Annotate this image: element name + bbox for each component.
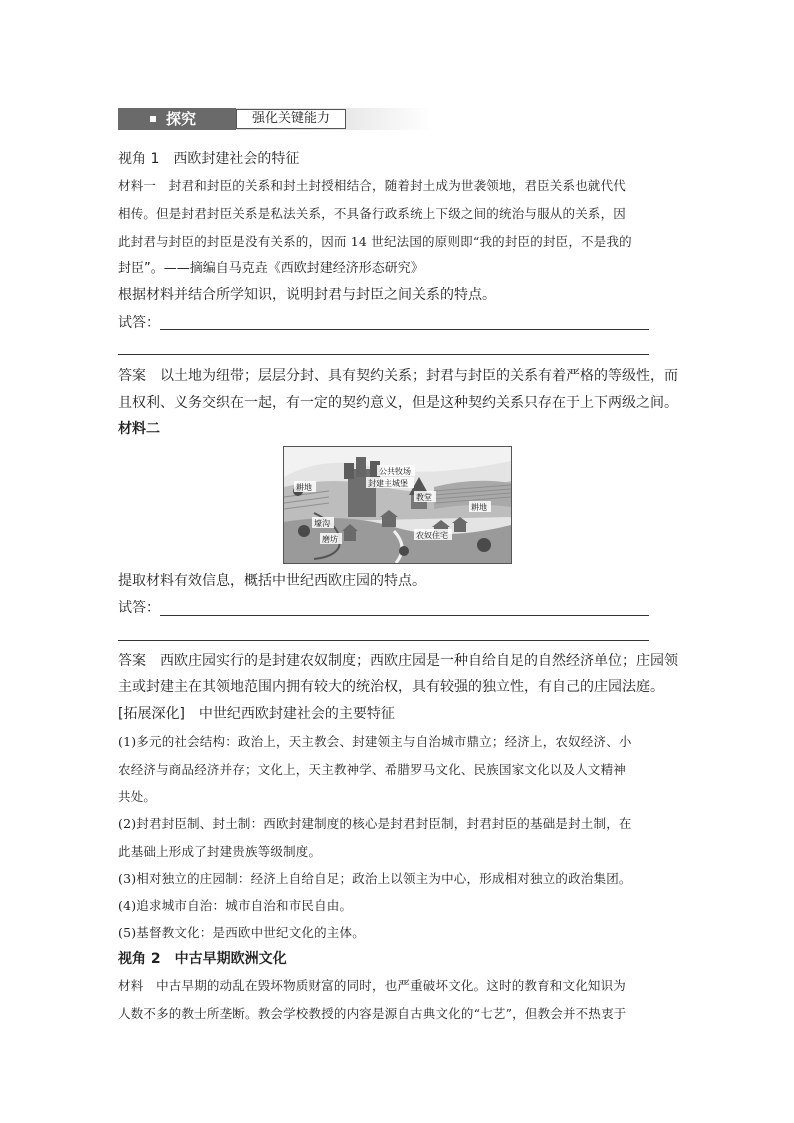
extension-item: 此基础上形成了封建贵族等级制度。: [118, 844, 322, 859]
question1: 根据材料并结合所学知识，说明封君与封臣之间关系的特点。: [118, 287, 496, 303]
answer-blank-line[interactable]: [160, 615, 649, 616]
label-farmland-right: 耕地: [471, 503, 487, 512]
extension-item: 共处。: [118, 789, 157, 804]
material1-line: 此封君与封臣的封臣是没有关系的，因而 14 世纪法国的原则即“我的封臣的封臣，不是我的: [118, 234, 632, 249]
banner-title: 强化关键能力: [236, 109, 346, 129]
answer1-line: 且权利、义务交织在一起，有一定的契约意义，但是这种契约关系只存在于上下两级之间。: [118, 395, 678, 411]
material1-line: 相传。但是封君封臣关系是私法关系，不具备行政系统上下级之间的统治与服从的关系，因: [118, 206, 627, 221]
question2: 提取材料有效信息，概括中世纪西欧庄园的特点。: [118, 573, 426, 589]
label-church: 教堂: [416, 493, 432, 502]
try-answer-label: 试答：: [118, 600, 160, 616]
material1-line: 材料一 封君和封臣的关系和封土封授相结合，随着封土成为世袭领地，君臣关系也就代代: [118, 178, 627, 193]
perspective1-heading: 视角 1 西欧封建社会的特征: [118, 151, 300, 167]
answer1-line: 答案 以土地为纽带；层层分封、具有契约关系；封君与封臣的关系有着严格的等级性，而: [118, 368, 678, 384]
banner-tag-text: 探究: [166, 110, 197, 128]
answer2-line: 主或封建主在其领地范围内拥有较大的统治权，具有较强的独立性，有自己的庄园法庭。: [118, 679, 664, 695]
extension-item: (2)封君封臣制、封土制：西欧封建制度的核心是封君封臣制，封君封臣的基础是封土制，在: [118, 816, 632, 831]
extension-item: (4)追求城市自治：城市自治和市民自由。: [118, 898, 353, 913]
extension-item: 农经济与商品经济并存；文化上，天主教神学、希腊罗马文化、民族国家文化以及人文精神: [118, 762, 627, 777]
try-answer-label: 试答：: [118, 315, 160, 331]
answer-blank-line[interactable]: [118, 354, 649, 355]
square-bullet-icon: [150, 116, 156, 122]
material1-line: 封臣”。——摘编自马克垚《西欧封建经济形态研究》: [118, 261, 424, 276]
label-ditch: 壕沟: [314, 519, 330, 528]
answer-blank-line[interactable]: [118, 640, 649, 641]
banner-tag: [118, 108, 236, 130]
label-serf-housing: 农奴住宅: [416, 531, 448, 540]
label-castle: 封建主城堡: [368, 479, 408, 488]
perspective2-material-line: 材料 中古早期的动乱在毁坏物质财富的同时，也严重破坏文化。这时的教育和文化知识为: [118, 978, 627, 993]
answer-blank-line[interactable]: [160, 329, 649, 330]
manor-illustration: [283, 446, 512, 564]
label-mill: 磨坊: [322, 535, 338, 544]
manor-drawing: [284, 447, 511, 563]
label-farmland-left: 耕地: [296, 483, 312, 492]
perspective2-heading: 视角 2 中古早期欧洲文化: [118, 951, 287, 967]
extension-item: (5)基督教文化：是西欧中世纪文化的主体。: [118, 925, 365, 940]
answer2-line: 答案 西欧庄园实行的是封建农奴制度；西欧庄园是一种自给自足的自然经济单位；庄园领: [118, 653, 678, 669]
section-banner: [118, 108, 432, 130]
extension-item: (3)相对独立的庄园制：经济上自给自足；政治上以领主为中心，形成相对独立的政治集团。: [118, 871, 632, 886]
perspective2-material-line: 人数不多的教士所垄断。教会学校教授的内容是源自古典文化的“七艺”，但教会并不热衷于: [118, 1006, 627, 1021]
extension-item: (1)多元的社会结构：政治上，天主教会、封建领主与自治城市鼎立；经济上，农奴经济、小: [118, 734, 632, 749]
label-common-pasture: 公共牧场: [379, 467, 411, 476]
material2-label: 材料二: [118, 421, 160, 437]
extension-heading: [拓展深化] 中世纪西欧封建社会的主要特征: [118, 706, 395, 722]
